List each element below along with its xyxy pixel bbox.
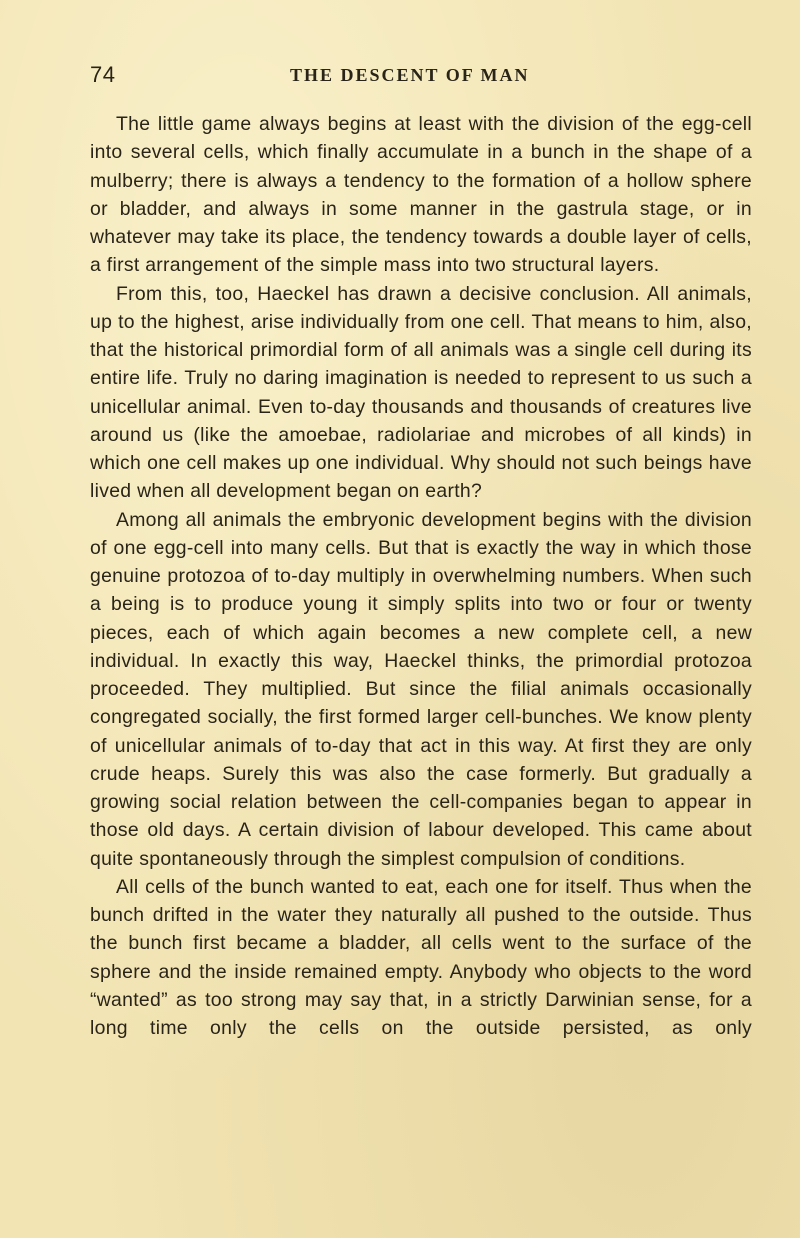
- paragraph: Among all animals the embryonic development begins with the division of one egg-cell into many cells. But that is exactly the way in which those genuine protozoa of to-day multiply in overwhelming numbers. When such a being is to produce young it simply splits into two or four or twenty pieces, each of which again becomes a new complete cell, a new individual. In exactly this way, Haeckel thinks, the primordial protozoa proceeded. They multiplied. But since the filial animals occasionally congregated socially, the first formed larger cell-bunches. We know plenty of unicellular animals of to-day that act in this way. At first they are only crude heaps. Surely this was also the case formerly. But gradually a growing social relation between the cell-companies began to appear in those old days. A certain division of labour developed. This came about quite spontaneously through the simplest compulsion of conditions.: [90, 508, 752, 870]
- body-text: [90, 110, 752, 1042]
- paragraph: All cells of the bunch wanted to eat, each one for itself. Thus when the bunch drifted in the water they naturally all pushed to the outside. Thus the bunch first became a bladder, all cells went to the surface of the sphere and the inside remained empty. Anybody who objects to the word “wanted” as too strong may say that, in a strictly Darwinian sense, for a long time only the cells on the outside persisted, as only: [90, 875, 752, 1039]
- running-title: THE DESCENT OF MAN: [290, 65, 530, 85]
- paragraph: The little game always begins at least with the division of the egg-cell into several cells, which finally accumulate in a bunch in the shape of a mulberry; there is always a tendency to the formation of a hollow sphere or bladder, and always in some manner in the gastrula stage, or in whatever may take its place, the tendency towards a double layer of cells, a first arrangement of the simple mass into two structural layers.: [90, 113, 752, 277]
- paragraph: From this, too, Haeckel has drawn a decisive conclusion. All animals, up to the highest, arise individually from one cell. That means to him, also, that the historical primordial form of all animals was a single cell during its entire life. Truly no daring imagination is needed to represent to us such a unicellular animal. Even to-day thousands and thousands of creatures live around us (like the amoebae, radiolariae and microbes of all kinds) in which one cell makes up one individual. Why should not such beings have lived when all development began on earth?: [90, 282, 752, 503]
- page-number: 74: [90, 62, 116, 87]
- running-head: [90, 62, 750, 96]
